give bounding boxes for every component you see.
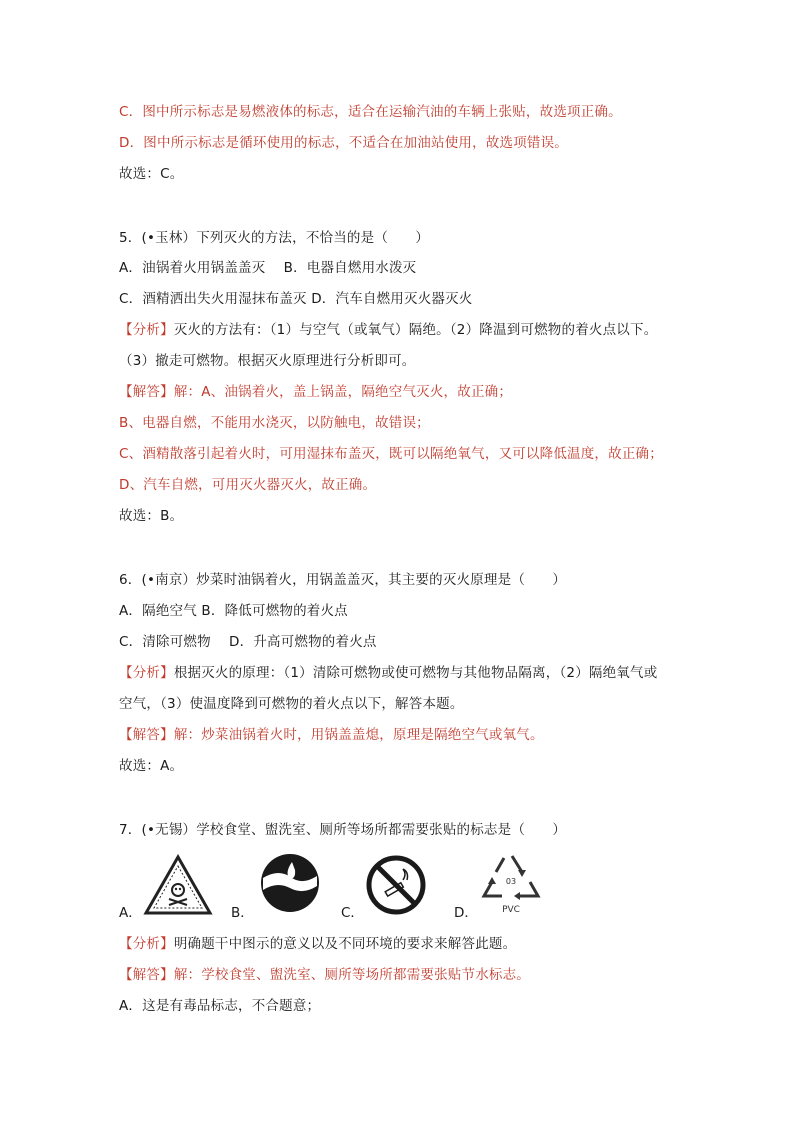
sign-option-a <box>119 850 229 925</box>
question-6-options-ab: A．隔绝空气 B．降低可燃物的着火点 <box>119 603 348 619</box>
analysis-tag: 【分析】 <box>119 665 174 681</box>
water-saving-icon <box>259 852 321 914</box>
recycle-pvc-icon <box>476 850 546 922</box>
analysis-text: 根据灭火的原理：（1）清除可燃物或使可燃物与其他物品隔离，（2）隔绝氧气或 <box>173 665 658 681</box>
sign-label-a: A． <box>119 905 142 921</box>
question-5-analysis <box>119 320 657 340</box>
question-7-sign-options <box>119 850 679 925</box>
answer-text: 解：炒菜油锅着火时，用锅盖盖熄，原理是隔绝空气或氧气。 <box>173 727 544 743</box>
sign-label-c: C． <box>341 905 364 921</box>
question-5-answer-c: C、酒精散落引起着火时，可用湿抹布盖灭，既可以隔绝氧气，又可以降低温度，故正确； <box>119 446 663 462</box>
question-5: 5．(•玉林）下列灭火的方法，不恰当的是（ ） <box>119 230 430 246</box>
question-5-options-ab: A．油锅着火用锅盖盖灭 B．电器自燃用水泼灭 <box>119 260 417 276</box>
question-6-select: 故选：A。 <box>119 758 184 774</box>
sign-label-d: D． <box>454 905 478 921</box>
question-5-answer-b: B、电器自燃，不能用水浇灭，以防触电，故错误； <box>119 415 430 431</box>
question-5-answer-d: D、汽车自燃，可用灭火器灭火，故正确。 <box>119 477 377 493</box>
sign-option-d <box>454 850 574 925</box>
question-6-analysis-cont: 空气，（3）使温度降到可燃物的着火点以下，解答本题。 <box>119 696 464 712</box>
answer-tag: 【解答】 <box>119 727 174 743</box>
analysis-tag: 【分析】 <box>119 322 174 338</box>
sign-label-b: B． <box>231 905 254 921</box>
answer-text: 解：A、油锅着火，盖上锅盖，隔绝空气灭火，故正确； <box>173 384 513 400</box>
answer-select: 故选：C。 <box>119 166 184 182</box>
analysis-text: 灭火的方法有：（1）与空气（或氧气）隔绝。（2）降温到可燃物的着火点以下。 <box>173 322 658 338</box>
question-7-answer-a: A．这是有毒品标志，不合题意； <box>119 998 321 1014</box>
answer-text: 解：学校食堂、盥洗室、厕所等场所都需要张贴节水标志。 <box>173 967 531 983</box>
recycle-material: PVC <box>502 905 520 915</box>
answer-tag: 【解答】 <box>119 384 174 400</box>
question-7-analysis <box>119 934 516 954</box>
no-smoking-icon <box>365 854 427 916</box>
toxic-triangle-icon <box>143 854 213 916</box>
question-7-answer <box>119 965 530 985</box>
question-5-options-cd: C．酒精洒出失火用湿抹布盖灭 D．汽车自燃用灭火器灭火 <box>119 291 473 307</box>
question-5-answer <box>119 382 512 402</box>
recycle-code: 03 <box>505 877 517 886</box>
analysis-tag: 【分析】 <box>119 936 174 952</box>
sign-option-c <box>341 850 451 925</box>
sign-option-b <box>231 850 341 925</box>
question-6-options-cd: C．清除可燃物 D．升高可燃物的着火点 <box>119 634 377 650</box>
question-6-answer <box>119 725 544 745</box>
question-7: 7．(•无锡）学校食堂、盥洗室、厕所等场所都需要张贴的标志是（ ） <box>119 822 567 838</box>
answer-tag: 【解答】 <box>119 967 174 983</box>
question-5-analysis-cont: （3）撤走可燃物。根据灭火原理进行分析即可。 <box>119 353 416 369</box>
option-d-explanation: D．图中所示标志是循环使用的标志，不适合在加油站使用，故选项错误。 <box>119 135 568 151</box>
analysis-text: 明确题干中图示的意义以及不同环境的要求来解答此题。 <box>173 936 517 952</box>
option-c-explanation: C．图中所示标志是易燃液体的标志，适合在运输汽油的车辆上张贴，故选项正确。 <box>119 104 622 120</box>
question-6-analysis <box>119 663 657 683</box>
question-6: 6．(•南京）炒菜时油锅着火，用锅盖盖灭，其主要的灭火原理是（ ） <box>119 572 567 588</box>
question-5-select: 故选：B。 <box>119 508 184 524</box>
